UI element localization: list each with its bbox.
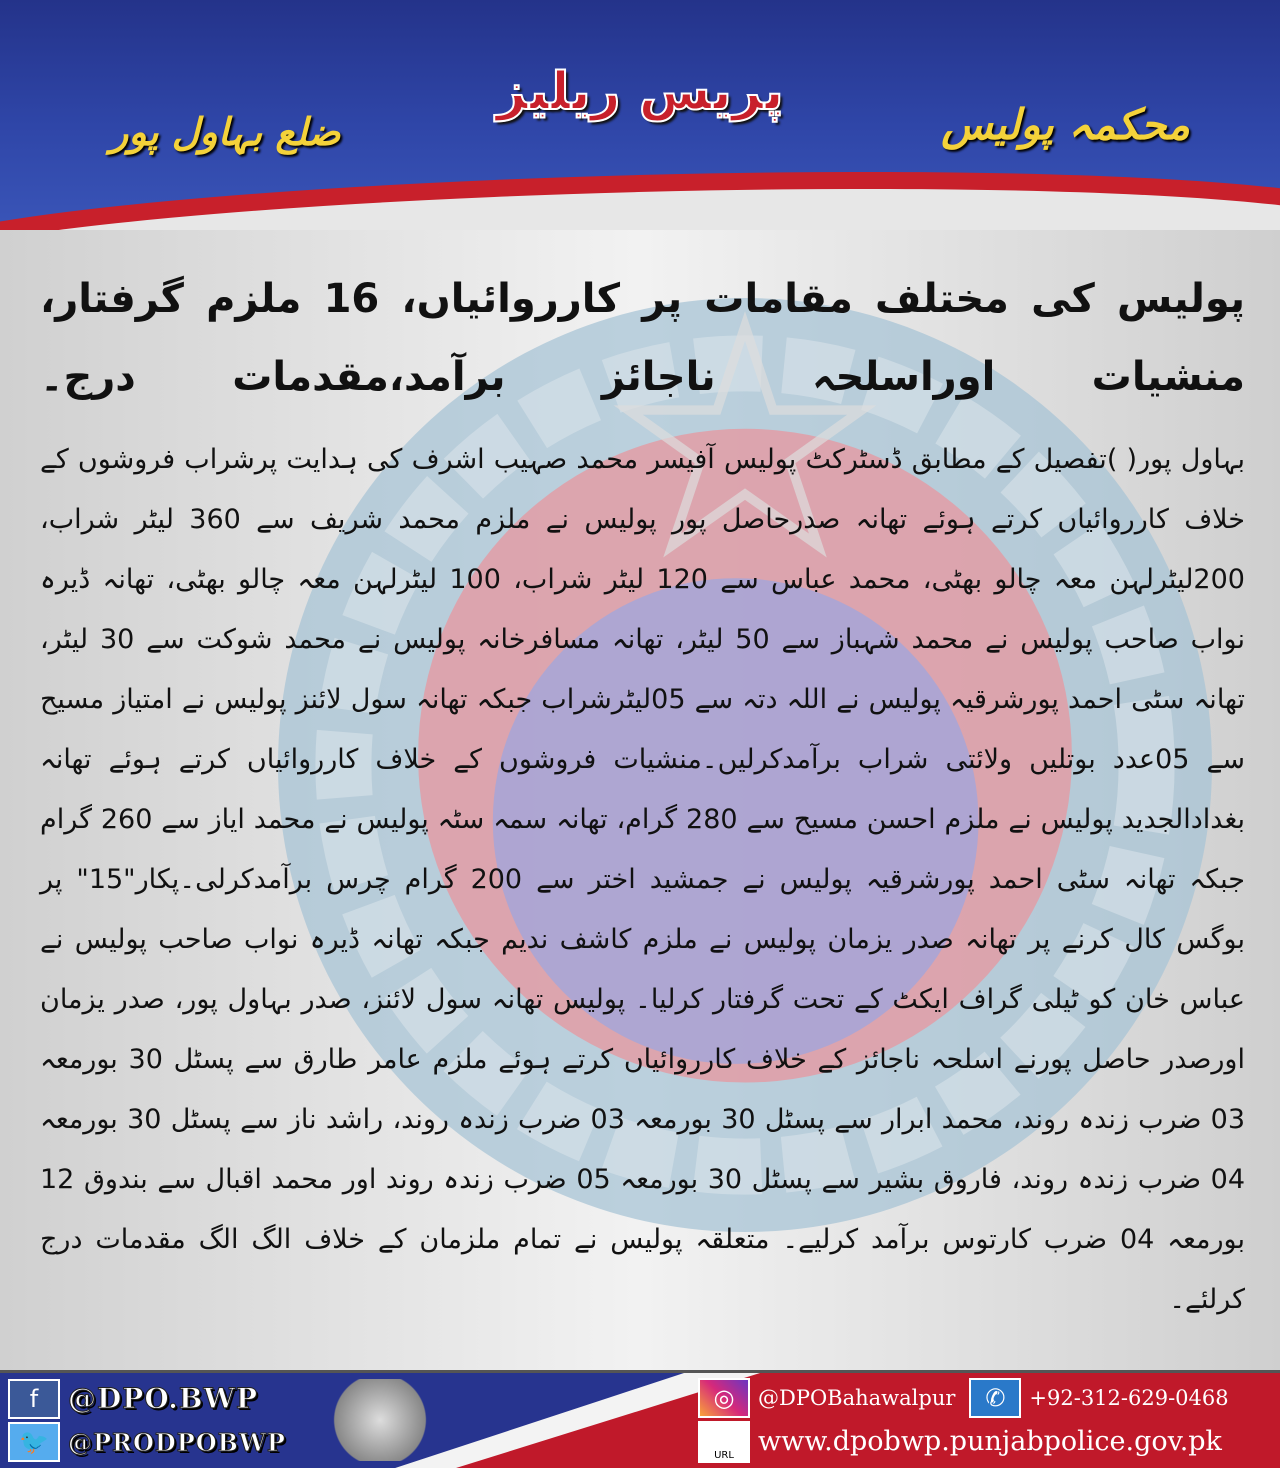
facebook-handle[interactable]: @DPO.BWP — [68, 1382, 258, 1416]
body-line: شراب برآمدکرلیں۔منشیات فروشوں کے خلاف کارروائیاں کرتے ہوئے تھانہ بغدادالجدید پولیس نے ملزم احسن مسیح — [40, 744, 1246, 835]
department-name: محکمہ پولیس — [941, 100, 1190, 149]
body-line: بہاول پور( )تفصیل کے مطابق ڈسٹرکٹ پولیس آفیسر محمد صہیب اشرف کی ہدایت پرشراب فروشوں کے خلاف کارروائیاں کرتے — [40, 444, 1245, 535]
body-line: برآمدکرلی۔پکار"15" پر بوگس کال کرنے پر تھانہ صدر یزمان پولیس نے ملزم کاشف ندیم جبکہ تھانہ ڈیرہ نواب صاحب پولیس نے عباس — [40, 864, 1245, 1015]
body-line: سے 280 گرام، تھانہ سمہ سٹہ پولیس نے محمد ایاز سے 260 گرام جبکہ تھانہ سٹی احمد پورشرقیہ پولیس نے جمشید اختر سے 200 گرام چرس — [40, 804, 1245, 895]
press-release-title: پریس ریلیز — [496, 62, 784, 122]
press-release-content — [40, 260, 1245, 1330]
whatsapp-number[interactable]: +92-312-629-0468 — [1029, 1386, 1229, 1411]
body-line: خلاف کارروائیاں کرتے ہوئے ملزم عامر طارق سے پسٹل 30 بورمعہ 03 ضرب زندہ روند، محمد ابرار سے پسٹل 30 بورمعہ 03 ضرب — [40, 1044, 1245, 1135]
headline-line-2: منشیات اوراسلحہ ناجائز برآمد،مقدمات درج۔ — [40, 354, 1245, 400]
twitter-icon[interactable]: 🐦 — [8, 1422, 60, 1462]
press-release-header — [0, 0, 1280, 230]
body-line: خان کو ٹیلی گراف ایکٹ کے تحت گرفتار کرلیا۔ پولیس تھانہ سول لائنز، صدر بہاول پور، صدر یزمان اورصدر حاصل پورنے اسلحہ ناجائز کے — [40, 984, 1245, 1075]
body-line: ہوئے تھانہ صدرحاصل پور پولیس نے ملزم محمد شریف سے 360 لیٹر شراب، 200لیٹرلہن معہ چالو بھٹی، محمد عباس سے 120 لیٹر — [40, 504, 1245, 595]
body-line: زندہ روند، راشد ناز سے پسٹل 30 بورمعہ 04 ضرب زندہ روند، فاروق بشیر سے پسٹل 30 بورمعہ 05 ضرب زندہ روند اور محمد اقبال سے — [40, 1104, 1245, 1195]
district-name: ضلع بہاول پور — [110, 110, 341, 154]
headline-line-1: پولیس کی مختلف مقامات پر کارروائیاں، 16 ملزم گرفتار، — [40, 276, 1245, 322]
instagram-handle[interactable]: @DPOBahawalpur — [758, 1386, 956, 1411]
whatsapp-icon[interactable]: ✆ — [969, 1378, 1021, 1418]
contact-footer — [0, 1370, 1280, 1468]
press-release-body — [0, 230, 1280, 1370]
social-handles — [0, 1373, 294, 1468]
instagram-icon[interactable]: ◎ — [698, 1378, 750, 1418]
body-line: بندوق 12 بورمعہ 04 ضرب کارتوس برآمد کرلیے۔ متعلقہ پولیس نے تمام ملزمان کے خلاف الگ الگ مقدمات درج کرلئے۔ — [40, 1164, 1245, 1315]
url-label: URL — [714, 1449, 734, 1461]
facebook-icon[interactable]: f — [8, 1379, 60, 1419]
body-line: شراب، 100 لیٹرلہن معہ چالو بھٹی، تھانہ ڈیرہ نواب صاحب پولیس نے محمد شہباز سے 50 لیٹر، تھانہ مسافرخانہ پولیس نے محمد شوکت — [40, 564, 1245, 655]
globe-icon[interactable] — [698, 1421, 750, 1463]
police-badge-icon — [330, 1379, 430, 1461]
contact-details — [690, 1373, 1280, 1468]
body-text — [40, 430, 1245, 1330]
website-link[interactable]: www.dpobwp.punjabpolice.gov.pk — [758, 1426, 1222, 1458]
twitter-handle[interactable]: @PRODPOBWP — [68, 1427, 286, 1457]
body-line: سے 30 لیٹر، تھانہ سٹی احمد پورشرقیہ پولیس نے اللہ دتہ سے 05لیٹرشراب جبکہ تھانہ سول لائنز پولیس نے امتیاز مسیح سے 05عدد بوتلیں ولائتی — [40, 624, 1246, 775]
